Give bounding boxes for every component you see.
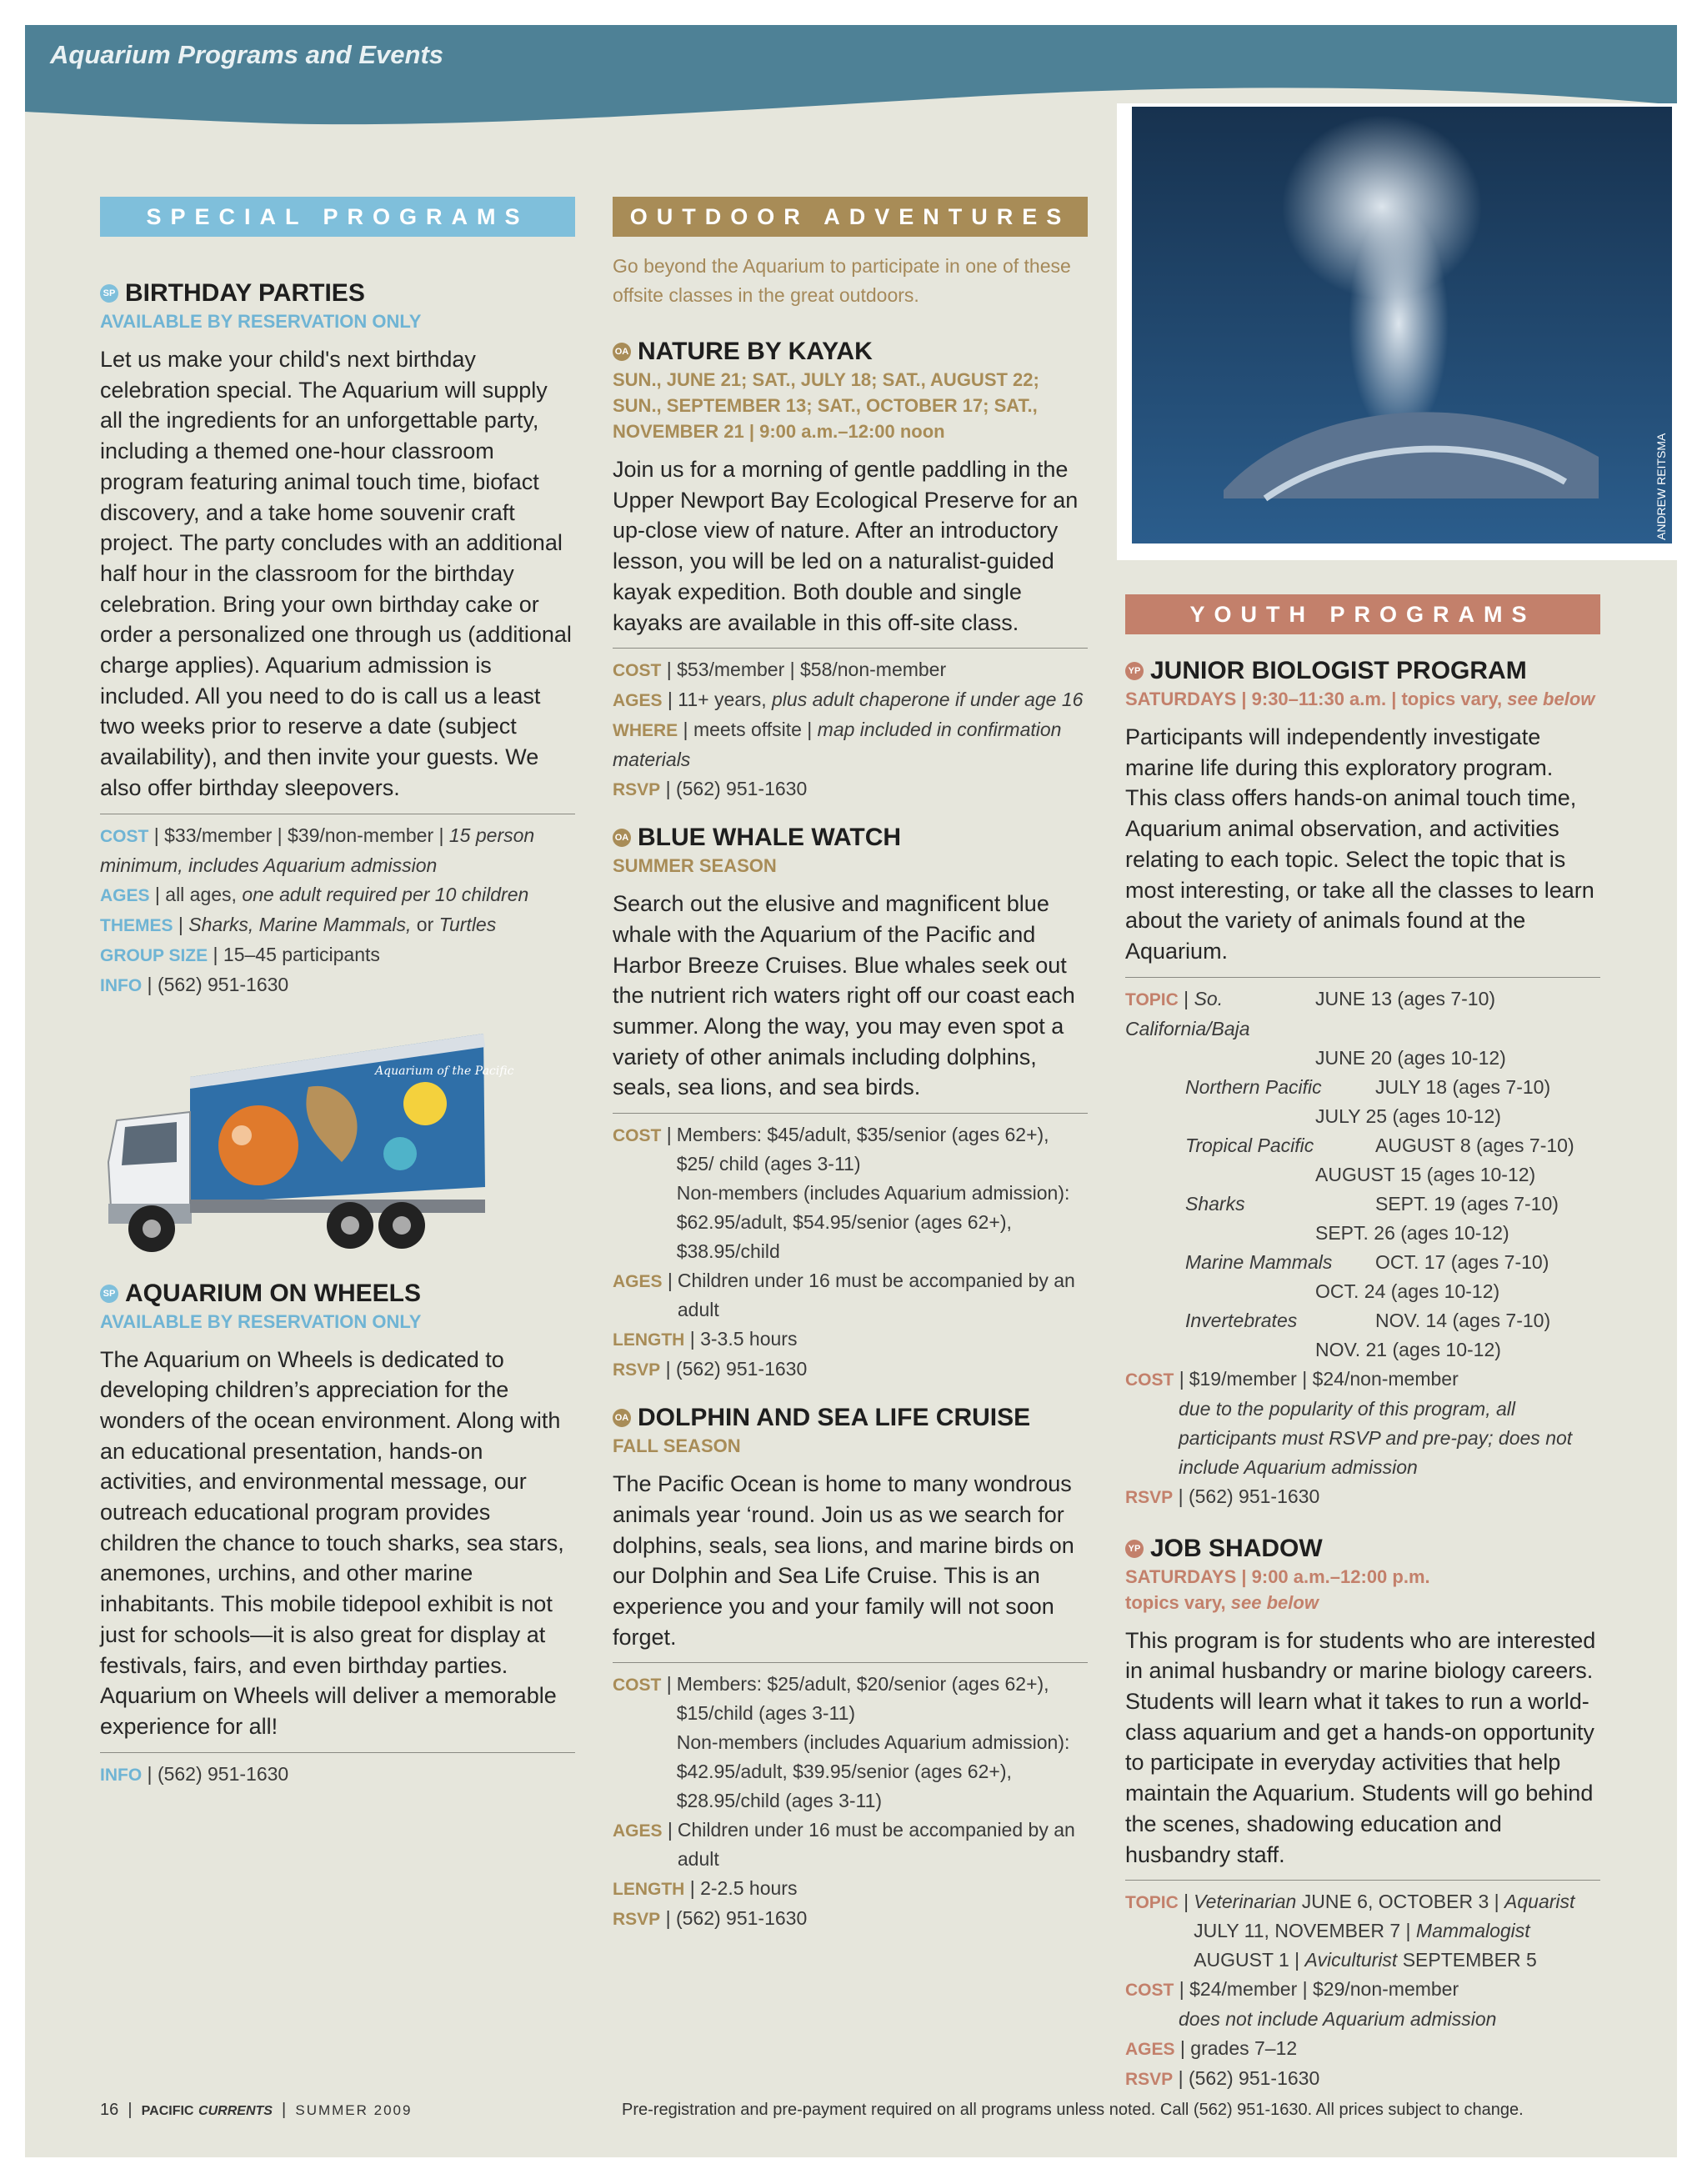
themes-label: THEMES bbox=[100, 915, 173, 935]
junior-schedule-note: see below bbox=[1507, 689, 1595, 709]
cost-value: $19/member | $24/non-member bbox=[1189, 1367, 1459, 1390]
cost-members: Members: $45/adult, $35/senior (ages 62+), $25/ child (ages 3-11) bbox=[676, 1124, 1049, 1175]
youth-programs-column bbox=[1125, 594, 1600, 2094]
topic-date: OCT. 24 (ages 10-12) bbox=[1315, 1280, 1500, 1302]
length-value: 2-2.5 hours bbox=[700, 1877, 798, 1900]
junior-title-text: JUNIOR BIOLOGIST PROGRAM bbox=[1150, 657, 1527, 684]
birthday-subtitle: AVAILABLE BY RESERVATION ONLY bbox=[100, 311, 422, 332]
topic-aviculturist-dates: SEPTEMBER 5 bbox=[1402, 1949, 1537, 1971]
topic-date: JUNE 20 (ages 10-12) bbox=[1315, 1046, 1506, 1069]
topic-name-cell bbox=[1125, 1190, 1375, 1219]
themes-value: Sharks, Marine Mammals, bbox=[188, 913, 412, 935]
wheels-title bbox=[100, 1279, 575, 1309]
topic-name-cell: TOPIC | So. California/Baja bbox=[1125, 987, 1250, 1039]
birthday-body: Let us make your child's next birthday celebration special. The Aquarium will supply all the ingredients for an unforgettable party, including a themed one-hour classroom program featuring animal touch time, biofact discovery, and a take home souvenir craft project. The party concludes with an additional half hour in the classroom for the birthday celebration. Bring your own birthday cake or order a personalized one through us (additional charge applies). Aquarium admission is included. All you need to do is call us a least two weeks prior to reserve a date (subject availability), and then invite your guests. We also offer birthday sleepovers. bbox=[100, 347, 572, 800]
birthday-title-text: BIRTHDAY PARTIES bbox=[125, 279, 365, 307]
divider bbox=[613, 1113, 1088, 1114]
ages-value: grades 7–12 bbox=[1190, 2037, 1298, 2060]
topic-aquarist: Aquarist bbox=[1504, 1891, 1575, 1913]
topic-row bbox=[1125, 1277, 1600, 1306]
topic-name-cell bbox=[1125, 1277, 1315, 1306]
topic-aviculturist: Aviculturist bbox=[1304, 1949, 1398, 1971]
aquarium-on-wheels-section bbox=[100, 1279, 575, 1790]
footer-note: Pre-registration and pre-payment required on all programs unless noted. Call (562) 951-1630. All prices subject to change. bbox=[622, 2101, 1524, 2119]
rsvp-label: RSVP bbox=[613, 780, 661, 800]
divider bbox=[613, 1662, 1088, 1663]
topic-date: AUGUST 8 (ages 7-10) bbox=[1375, 1134, 1574, 1156]
whale-details: COST | Members: $45/adult, $35/senior (ages 62+), $25/ child (ages 3-11) Non-members (includes Aquarium admission): $62.95/adult, $54.95/senior (ages 62+), $38.95/child AGES | Children under 16 must be accompanied by an adult LENGTH | 3-3.5 hours RSVP | (562) 951-1630 bbox=[613, 1120, 1088, 1385]
info-phone: (562) 951-1630 bbox=[157, 973, 289, 995]
birthday-details: COST | $33/member | $39/non-member | 15 person minimum, includes Aquarium admission AGES | all ages, one adult required per 10 children THEMES | Sharks, Marine Mammals, or Turtles GROUP SIZE | 15–45 participants INFO | (562) 951-1630 bbox=[100, 824, 535, 995]
dolphin-body: The Pacific Ocean is home to many wondrous animals year ‘round. Join us as we search for dolphins, seals, sea lions, and marine birds on our Dolphin and Sea Life Cruise. This is an experience you and your family will not soon forget. bbox=[613, 1471, 1074, 1650]
cost-label: COST bbox=[1125, 1370, 1174, 1390]
topic-date: NOV. 21 (ages 10-12) bbox=[1315, 1338, 1501, 1360]
oa-badge-icon: OA bbox=[613, 1409, 631, 1427]
junior-body: Participants will independently investigate marine life during this exploratory program. This class offers hands-on animal touch time, Aquarium animal observation, and activities relating to each topic. Select the topic that is most interesting, or take all the classes to learn about the variety of animals found at the Aquarium. bbox=[1125, 724, 1594, 964]
truck-logo-text: Aquarium of the Pacific bbox=[375, 1064, 514, 1078]
info-label: INFO bbox=[100, 975, 143, 995]
topic-date: SEPT. 26 (ages 10-12) bbox=[1315, 1221, 1509, 1244]
whale-season: SUMMER SEASON bbox=[613, 855, 777, 877]
footer-left: 16 | PACIFIC CURRENTS | SUMMER 2009 bbox=[100, 2101, 413, 2119]
cost-note: does not include Aquarium admission bbox=[1179, 2008, 1497, 2031]
topic-name: So. California/Baja bbox=[1125, 987, 1250, 1039]
topic-veterinarian: Veterinarian bbox=[1194, 1891, 1297, 1913]
dolphin-title bbox=[613, 1403, 1088, 1433]
cost-value: $33/member | $39/non-member | bbox=[164, 824, 444, 846]
dolphin-details: COST | Members: $25/adult, $20/senior (ages 62+), $15/child (ages 3-11) Non-members (includes Aquarium admission): $42.95/adult, $39.95/senior (ages 62+), $28.95/child (ages 3-11) AGES | Children under 16 must be accompanied by an adult LENGTH | 2-2.5 hours RSVP | (562) 951-1630 bbox=[613, 1670, 1088, 1934]
rsvp-phone: (562) 951-1630 bbox=[1188, 1485, 1320, 1507]
yp-badge-icon: YP bbox=[1125, 1540, 1144, 1558]
rsvp-label: RSVP bbox=[613, 1360, 661, 1380]
topic-name-cell bbox=[1125, 1102, 1315, 1131]
ages-label: AGES bbox=[1125, 2040, 1175, 2060]
topic-date: OCT. 17 (ages 7-10) bbox=[1375, 1250, 1549, 1273]
ages-label: AGES bbox=[613, 1821, 663, 1841]
banner-title: Aquarium Programs and Events bbox=[50, 40, 444, 69]
rsvp-label: RSVP bbox=[613, 1910, 661, 1930]
cost-nonmembers: Non-members (includes Aquarium admission): $62.95/adult, $54.95/senior (ages 62+), $38.95/child bbox=[676, 1182, 1070, 1263]
topic-row bbox=[1125, 1335, 1600, 1365]
topic-name: Invertebrates bbox=[1185, 1309, 1298, 1331]
cost-note: due to the popularity of this program, all participants must RSVP and pre-pay; does not include Aquarium admission bbox=[1179, 1397, 1573, 1478]
where-label: WHERE bbox=[613, 721, 678, 741]
ages-value: 11+ years, bbox=[678, 689, 767, 711]
junior-biologist-section bbox=[1125, 656, 1600, 1512]
topic-row bbox=[1125, 1131, 1600, 1160]
rsvp-phone: (562) 951-1630 bbox=[675, 778, 808, 800]
outdoor-intro: Go beyond the Aquarium to participate in one of these offsite classes in the great outdoors. bbox=[613, 255, 1071, 306]
ages-value: all ages, bbox=[165, 883, 237, 905]
outdoor-adventures-header: OUTDOOR ADVENTURES bbox=[613, 197, 1088, 237]
topic-label: TOPIC bbox=[1125, 989, 1179, 1009]
topic-name-cell bbox=[1125, 1160, 1315, 1190]
topic-row bbox=[1125, 1248, 1600, 1277]
issue-label: SUMMER 2009 bbox=[295, 2102, 413, 2118]
special-programs-header: SPECIAL PROGRAMS bbox=[100, 197, 575, 237]
cost-label: COST bbox=[613, 1126, 662, 1146]
shadow-details: TOPIC | Veterinarian JUNE 6, OCTOBER 3 | Aquarist JULY 11, NOVEMBER 7 | Mammalogist AUGUST 1 | Aviculturist SEPTEMBER 5 COST | $24/member | $29/non-member does not include Aquarium admission AGES | grades 7–12 RSVP | (562) 951-1630 bbox=[1125, 1887, 1600, 2094]
rsvp-phone: (562) 951-1630 bbox=[675, 1907, 808, 1930]
ages-label: AGES bbox=[100, 885, 150, 905]
birthday-parties-section bbox=[100, 278, 575, 1000]
shadow-topics-text: topics vary, bbox=[1125, 1591, 1226, 1613]
wheels-body: The Aquarium on Wheels is dedicated to developing children’s appreciation for the wonders of the ocean environment. Along with an educational presentation, hands-on activities, and environmental message, our outreach educational program provides children the chance to touch sharks, sea stars, anemones, urchins, and other marine inhabitants. This mobile tidepool exhibit is not just for schools—it is also great for display at festivals, fairs, and even birthday parties. Aquarium on Wheels will deliver a memorable experience for all! bbox=[100, 1346, 564, 1739]
cost-value: $24/member | $29/non-member bbox=[1189, 1978, 1459, 2001]
topic-aquarist-dates: JULY 11, NOVEMBER 7 | bbox=[1194, 1920, 1411, 1942]
nature-by-kayak-section bbox=[613, 337, 1088, 804]
topic-veterinarian-dates: JUNE 6, OCTOBER 3 | bbox=[1301, 1891, 1499, 1913]
ages-value: Children under 16 must be accompanied by an adult bbox=[677, 1270, 1075, 1321]
shadow-schedule: SATURDAYS | 9:00 a.m.–12:00 p.m. bbox=[1125, 1565, 1430, 1587]
dolphin-title-text: DOLPHIN AND SEA LIFE CRUISE bbox=[638, 1404, 1031, 1432]
ages-value: Children under 16 must be accompanied by an adult bbox=[677, 1819, 1075, 1871]
rsvp-phone: (562) 951-1630 bbox=[675, 1358, 808, 1380]
divider bbox=[1125, 1880, 1600, 1881]
whale-title-text: BLUE WHALE WATCH bbox=[638, 824, 902, 852]
cost-label: COST bbox=[613, 661, 662, 681]
length-label: LENGTH bbox=[613, 1330, 685, 1350]
junior-title bbox=[1125, 656, 1600, 686]
group-size-value: 15–45 participants bbox=[223, 943, 380, 965]
topic-label: TOPIC bbox=[1125, 1893, 1179, 1913]
topic-row bbox=[1125, 1102, 1600, 1131]
wheels-subtitle: AVAILABLE BY RESERVATION ONLY bbox=[100, 1310, 422, 1332]
whale-photo bbox=[1132, 107, 1672, 543]
page-number: 16 bbox=[100, 2101, 119, 2119]
topic-row bbox=[1125, 1044, 1600, 1073]
topic-date: JULY 18 (ages 7-10) bbox=[1375, 1075, 1551, 1098]
topic-name: Tropical Pacific bbox=[1185, 1134, 1314, 1156]
topic-name-cell bbox=[1125, 1219, 1315, 1248]
whale-title bbox=[613, 823, 1088, 853]
topic-date: AUGUST 15 (ages 10-12) bbox=[1315, 1163, 1536, 1185]
where-note: map included in confirmation materials bbox=[613, 719, 1062, 771]
topic-name: Marine Mammals bbox=[1185, 1250, 1333, 1273]
sp-badge-icon: SP bbox=[100, 1285, 118, 1303]
topic-row bbox=[1125, 1306, 1600, 1335]
oa-badge-icon: OA bbox=[613, 829, 631, 847]
youth-programs-header: YOUTH PROGRAMS bbox=[1125, 594, 1600, 634]
kayak-title-text: NATURE BY KAYAK bbox=[638, 338, 873, 365]
outdoor-adventures-column bbox=[613, 197, 1088, 1934]
ages-label: AGES bbox=[613, 691, 663, 711]
topic-row bbox=[1125, 984, 1600, 1044]
publication-name: PACIFIC bbox=[141, 2104, 194, 2118]
topic-name-cell bbox=[1125, 1131, 1375, 1160]
shadow-title bbox=[1125, 1534, 1600, 1564]
special-programs-column bbox=[100, 197, 575, 1790]
topic-name-cell bbox=[1125, 1073, 1375, 1102]
junior-details: TOPIC | So. California/Baja JUNE 13 (ages 7-10) JUNE 20 (ages 10-12) Northern Pacific JULY 18 (ages 7-10) JULY 25 (ages 10-12) Tropical Pacific AUGUST 8 (ages 7-10) AUGUST 15 (ages 10-12) Sharks SEPT. 19 (ages 7-10) SEPT. 26 (ages 10-12) Marine Mammals OCT. 17 (ages 7-10) OCT. 24 (ages 10-12) Invertebrates NOV. 14 (ages 7-10) NOV. 21 (ages 10-12) COST | $19/member | $24/non-member due to the popularity of this program, all participants must RSVP and pre-pay; does not include Aquarium admission RSVP | (562) 951-1630 bbox=[1125, 984, 1600, 1512]
topic-date: JULY 25 (ages 10-12) bbox=[1315, 1105, 1501, 1127]
kayak-dates: SUN., JUNE 21; SAT., JULY 18; SAT., AUGUST 22; SUN., SEPTEMBER 13; SAT., OCTOBER 17; SAT., NOVEMBER 21 | 9:00 a.m.–12:00 noon bbox=[613, 369, 1039, 442]
cost-label: COST bbox=[100, 826, 149, 846]
ages-label: AGES bbox=[613, 1272, 663, 1292]
info-label: INFO bbox=[100, 1765, 143, 1785]
dolphin-cruise-section bbox=[613, 1403, 1088, 1934]
ages-note: one adult required per 10 children bbox=[242, 883, 529, 905]
cost-note: 15 person minimum, includes Aquarium admission bbox=[100, 824, 535, 876]
topic-name: Sharks bbox=[1185, 1192, 1245, 1215]
topic-mammalogist-dates: AUGUST 1 | bbox=[1194, 1949, 1300, 1971]
topic-name-cell bbox=[1125, 1306, 1375, 1335]
topic-row bbox=[1125, 1190, 1600, 1219]
length-label: LENGTH bbox=[613, 1880, 685, 1900]
topic-date: SEPT. 19 (ages 7-10) bbox=[1375, 1192, 1559, 1215]
shadow-title-text: JOB SHADOW bbox=[1150, 1534, 1323, 1562]
sp-badge-icon: SP bbox=[100, 284, 118, 303]
themes-value-2: Turtles bbox=[438, 913, 497, 935]
cost-value: $53/member | $58/non-member bbox=[677, 659, 947, 681]
cost-label: COST bbox=[1125, 1981, 1174, 2001]
group-size-label: GROUP SIZE bbox=[100, 945, 208, 965]
ages-note: plus adult chaperone if under age 16 bbox=[772, 689, 1084, 711]
whale-body: Search out the elusive and magnificent blue whale with the Aquarium of the Pacific and Harbor Breeze Cruises. Blue whales seek out the nutrient rich waters right off our coast each summer. Along the way, you may even spot a variety of other animals including dolphins, seals, sea lions, and sea birds. bbox=[613, 891, 1075, 1100]
oa-badge-icon: OA bbox=[613, 343, 631, 361]
cost-members: Members: $25/adult, $20/senior (ages 62+), $15/child (ages 3-11) bbox=[676, 1673, 1049, 1725]
publication-name-2: CURRENTS bbox=[198, 2104, 273, 2118]
divider bbox=[613, 648, 1088, 649]
wheels-details: INFO | (562) 951-1630 bbox=[100, 1762, 289, 1785]
junior-schedule bbox=[1125, 686, 1600, 712]
topic-date: NOV. 14 (ages 7-10) bbox=[1375, 1309, 1551, 1331]
aquarium-truck-image bbox=[100, 1029, 514, 1260]
topic-name-cell bbox=[1125, 1335, 1315, 1365]
shadow-body: This program is for students who are interested in animal husbandry or marine biology careers. Students will learn what it takes to run a world-class aquarium and get a hands-on opportunity to participate in everyday activities that help maintain the Aquarium. Students will go behind the scenes, shadowing education and husbandry staff. bbox=[1125, 1627, 1596, 1867]
wheels-title-text: AQUARIUM ON WHEELS bbox=[125, 1279, 421, 1307]
junior-schedule-text: SATURDAYS | 9:30–11:30 a.m. | topics vary, bbox=[1125, 689, 1503, 709]
divider bbox=[100, 1752, 575, 1753]
topic-mammalogist: Mammalogist bbox=[1415, 1920, 1530, 1942]
birthday-title bbox=[100, 278, 575, 308]
topic-name: Northern Pacific bbox=[1185, 1075, 1322, 1098]
topic-row bbox=[1125, 1160, 1600, 1190]
shadow-topics-note bbox=[1125, 1590, 1600, 1615]
where-value: meets offsite | bbox=[693, 719, 813, 741]
kayak-details: COST | $53/member | $58/non-member AGES | 11+ years, plus adult chaperone if under age 16 WHERE | meets offsite | map included in confirmation materials RSVP | (562) 951-1630 bbox=[613, 659, 1084, 800]
cost-label: COST bbox=[613, 1676, 662, 1696]
topic-row bbox=[1125, 1073, 1600, 1102]
info-phone: (562) 951-1630 bbox=[157, 1762, 289, 1785]
rsvp-label: RSVP bbox=[1125, 2070, 1174, 2090]
kayak-title bbox=[613, 337, 1088, 367]
photo-credit: ANDREW REITSMA bbox=[1654, 433, 1668, 540]
cost-nonmembers: Non-members (includes Aquarium admission): $42.95/adult, $39.95/senior (ages 62+), $28.95/child (ages 3-11) bbox=[676, 1731, 1070, 1812]
rsvp-phone: (562) 951-1630 bbox=[1188, 2067, 1320, 2090]
divider bbox=[1125, 977, 1600, 978]
dolphin-season: FALL SEASON bbox=[613, 1435, 741, 1457]
blue-whale-watch-section bbox=[613, 823, 1088, 1385]
shadow-topics-see: see below bbox=[1230, 1591, 1319, 1613]
junior-topic-list bbox=[1125, 984, 1600, 1365]
themes-or: or bbox=[416, 913, 434, 935]
topic-date: JUNE 13 (ages 7-10) bbox=[1315, 987, 1496, 1009]
kayak-body: Join us for a morning of gentle paddling in the Upper Newport Bay Ecological Preserve for an up-close view of nature. After an introductory lesson, you will be led on a naturalist-guided kayak expedition. Both double and single kayaks are available in this off-site class. bbox=[613, 457, 1079, 635]
topic-name-cell bbox=[1125, 1248, 1375, 1277]
topic-row bbox=[1125, 1219, 1600, 1248]
yp-badge-icon: YP bbox=[1125, 662, 1144, 680]
length-value: 3-3.5 hours bbox=[700, 1328, 798, 1350]
topic-name-cell bbox=[1125, 1044, 1315, 1073]
rsvp-label: RSVP bbox=[1125, 1487, 1174, 1507]
job-shadow-section bbox=[1125, 1534, 1600, 2095]
